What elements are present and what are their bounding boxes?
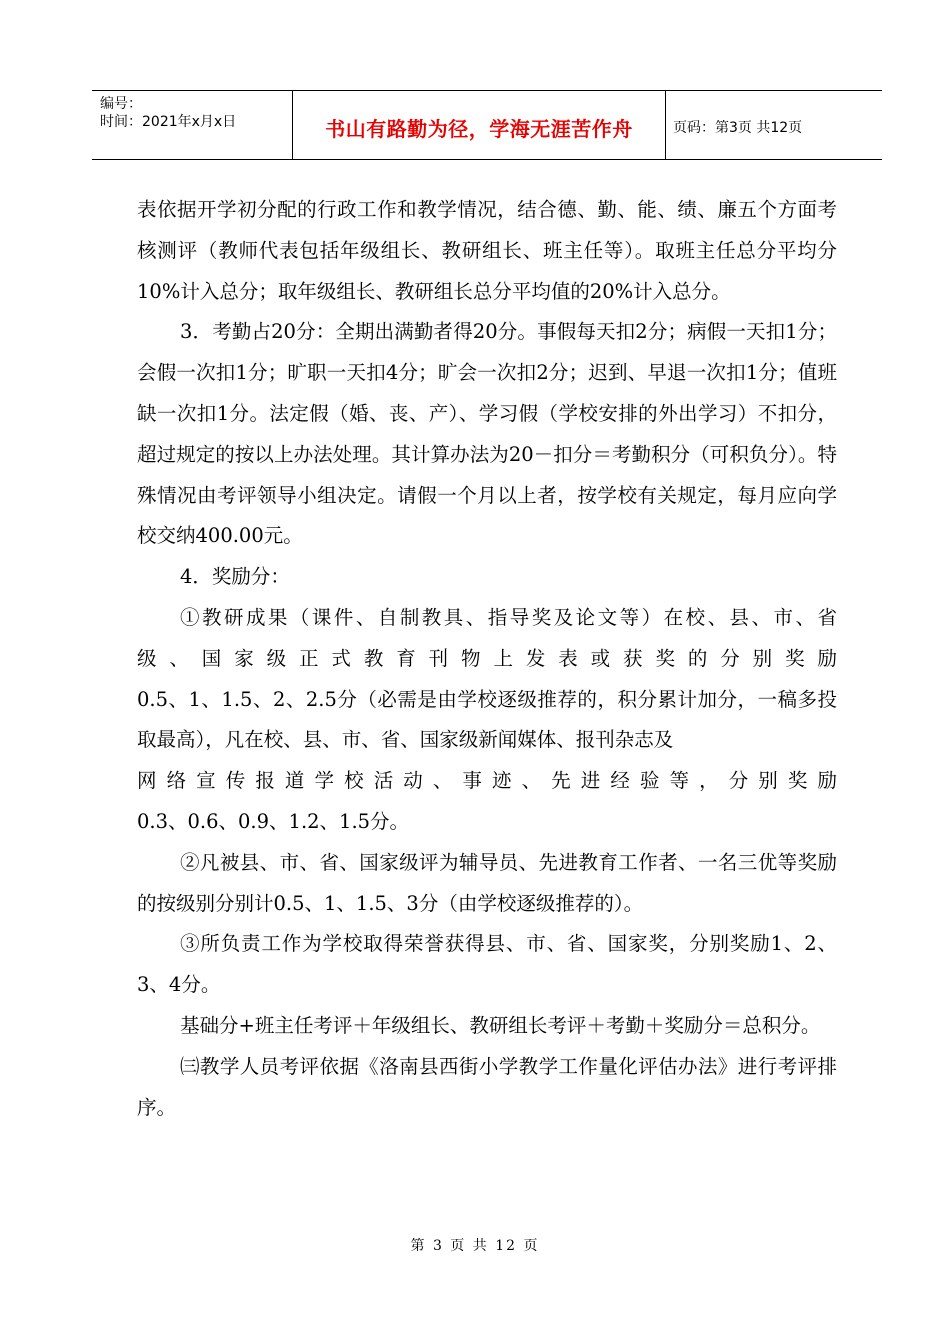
header-page-code: 页码：第3页 共12页: [673, 120, 803, 136]
paragraph-honor-award: ③所负责工作为学校取得荣誉获得县、市、省、国家奖，分别奖励1、2、3、4分。: [137, 932, 837, 997]
paragraph-evaluation-basis: 表依据开学初分配的行政工作和教学情况，结合德、勤、能、绩、廉五个方面考核测评（教师代表包括年级组长、教研组长、班主任等）。取班主任总分平均分10%计入总分；取年级组长、教研组长总分平均值的20%计入总分。: [137, 198, 837, 303]
header-meta-cell: [92, 91, 292, 159]
paragraph-attendance: 3．考勤占20分：全期出满勤者得20分。事假每天扣2分；病假一天扣1分；会假一次扣1分；旷职一天扣4分；旷会一次扣2分；迟到、早退一次扣1分；值班缺一次扣1分。法定假（婚、丧、产）、学习假（学校安排的外出学习）不扣分，超过规定的按以上办法处理。其计算办法为20－扣分＝考勤积分（可积负分）。特殊情况由考评领导小组决定。请假一个月以上者，按学校有关规定，每月应向学校交纳400.00元。: [137, 320, 837, 548]
paragraph-total-score: 基础分+班主任考评＋年级组长、教研组长考评＋考勤＋奖励分＝总积分。: [180, 1013, 821, 1037]
header-motto-cell: [292, 91, 666, 159]
header-page-cell: [665, 91, 882, 159]
page-footer: 第 3 页 共 12 页: [410, 1238, 540, 1254]
paragraph-research-line-1: ①教研成果（课件、自制教具、指导奖及论文等）在校、县、市、省: [180, 605, 837, 629]
paragraph-research-line-4: 网络宣传报道学校活动、事迹、先进经验等，分别奖励: [137, 769, 837, 793]
document-number-label: 编号：: [100, 96, 142, 112]
paragraph-research-line-3: 0.5、1、1.5、2、2.5分（必需是由学校逐级推荐的，积分累计加分，一稿多投取最高），凡在校、县、市、省、国家级新闻媒体、报刊杂志及: [137, 687, 837, 752]
paragraph-research-line-2: 级、国家级正式教育刊物上发表或获奖的分别奖励: [137, 646, 837, 670]
page-header: [92, 90, 882, 160]
document-body: [137, 190, 837, 1128]
paragraph-reward-heading: 4．奖励分：: [180, 565, 290, 589]
paragraph-honor-counselor: ②凡被县、市、省、国家级评为辅导员、先进教育工作者、一名三优等奖励的按级别分别计0.5、1、1.5、3分（由学校逐级推荐的）。: [137, 850, 837, 915]
document-time-label: 时间：2021年x月x日: [100, 114, 237, 130]
paragraph-research-line-5: 0.3、0.6、0.9、1.2、1.5分。: [137, 809, 410, 833]
paragraph-teaching-staff: ㈢教学人员考评依据《洛南县西街小学教学工作量化评估办法》进行考评排序。: [137, 1054, 837, 1119]
header-motto: 书山有路勤为径，学海无涯苦作舟: [325, 117, 633, 141]
